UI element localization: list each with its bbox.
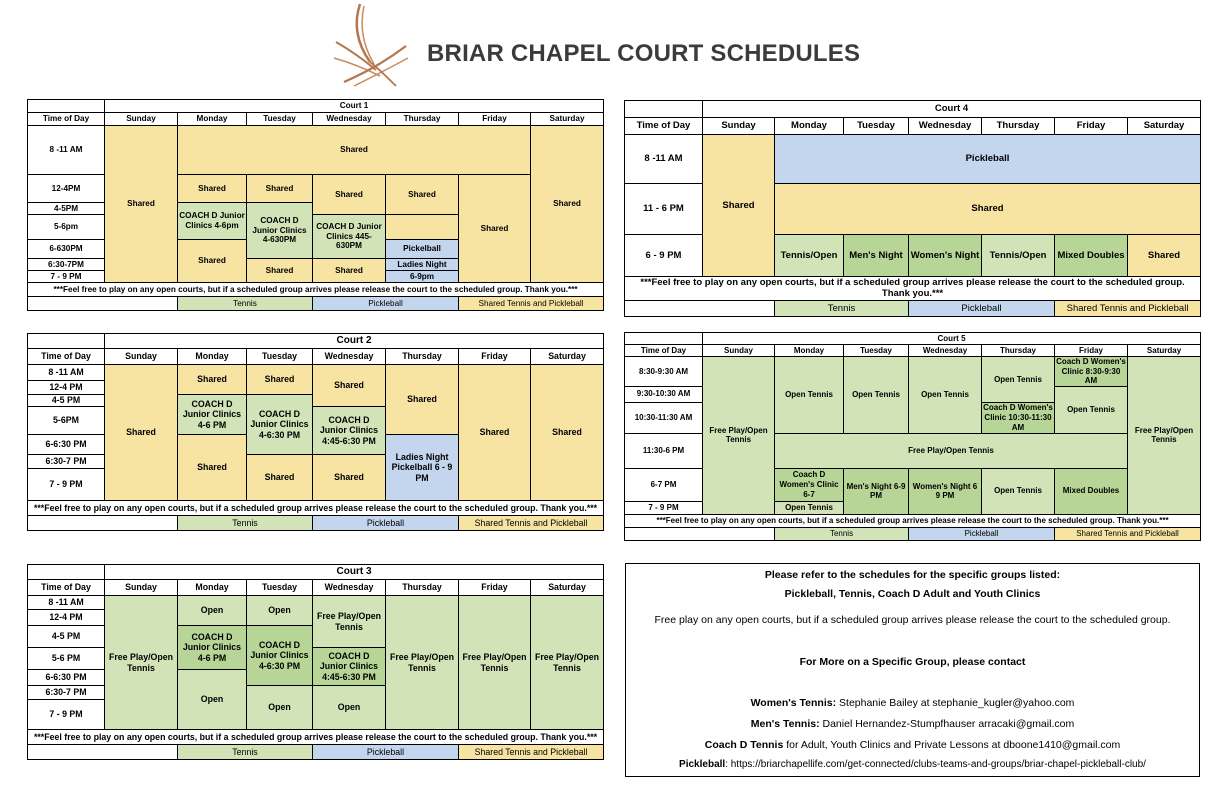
release-court-note: ***Feel free to play on any open courts, but if a scheduled group arrives please release the court to the scheduled group. Thank you.*** bbox=[28, 730, 604, 745]
time-of-day-header: Time of Day bbox=[28, 580, 105, 596]
schedule-cell: Ladies Night bbox=[386, 259, 459, 271]
day-header-monday: Monday bbox=[178, 113, 247, 126]
schedule-cell: Shared bbox=[178, 240, 247, 283]
day-header-tuesday: Tuesday bbox=[247, 580, 313, 596]
day-header-monday: Monday bbox=[178, 349, 247, 365]
schedule-cell: COACH D Junior Clinics 4-6:30 PM bbox=[247, 395, 313, 455]
schedule-cell: Men's Night bbox=[844, 235, 909, 277]
contact-pickleball: Pickleball: https://briarchapellife.com/get-connected/clubs-teams-and-groups/briar-chapel-pickleball-club/ bbox=[679, 759, 1146, 770]
court-1-schedule bbox=[27, 99, 604, 311]
schedule-cell: Open Tennis bbox=[982, 357, 1055, 403]
day-header-tuesday: Tuesday bbox=[844, 118, 909, 135]
day-header-tuesday: Tuesday bbox=[247, 349, 313, 365]
time-slot: 9:30-10:30 AM bbox=[625, 386, 703, 402]
schedule-cell: COACH D Junior Clinics 4-6 PM bbox=[178, 395, 247, 435]
legend-shared: Shared Tennis and Pickleball bbox=[459, 297, 604, 311]
schedule-cell: COACH D Junior Clinics 4:45-6:30 PM bbox=[313, 407, 386, 455]
schedule-cell: COACH D Junior Clinics 445-630PM bbox=[313, 215, 386, 259]
legend-tennis: Tennis bbox=[178, 745, 313, 760]
time-slot: 8 -11 AM bbox=[28, 126, 105, 175]
day-header-wednesday: Wednesday bbox=[313, 113, 386, 126]
day-header-friday: Friday bbox=[1055, 345, 1128, 357]
schedule-cell: Men's Night 6-9 PM bbox=[844, 468, 909, 514]
schedule-cell: Mixed Doubles bbox=[1055, 468, 1128, 514]
time-slot: 11:30-6 PM bbox=[625, 433, 703, 468]
time-slot: 6:30-7PM bbox=[28, 259, 105, 271]
schedule-cell: Free Play/Open Tennis bbox=[386, 596, 459, 730]
legend-shared: Shared Tennis and Pickleball bbox=[459, 745, 604, 760]
release-court-note: ***Feel free to play on any open courts, but if a scheduled group arrives please release the court to the scheduled group. Thank you.*** bbox=[625, 514, 1201, 527]
release-court-note: ***Feel free to play on any open courts, but if a scheduled group arrives please release the court to the scheduled group. Thank you.*** bbox=[28, 283, 604, 297]
schedule-cell: Free Play/Open Tennis bbox=[459, 596, 531, 730]
schedule-cell: COACH D Junior Clinics 4-6:30 PM bbox=[247, 626, 313, 686]
time-slot: 6-6:30 PM bbox=[28, 435, 105, 455]
schedule-cell: Open bbox=[247, 596, 313, 626]
schedule-cell: Open Tennis bbox=[982, 468, 1055, 514]
legend-tennis: Tennis bbox=[178, 297, 313, 311]
schedule-cell: Shared bbox=[247, 259, 313, 283]
schedule-cell: Shared bbox=[386, 365, 459, 435]
legend-tennis: Tennis bbox=[775, 300, 909, 316]
schedule-cell: Shared bbox=[178, 365, 247, 395]
schedule-cell: Shared bbox=[775, 184, 1201, 235]
schedule-cell: Open Tennis bbox=[775, 501, 844, 514]
contact-info-box bbox=[625, 563, 1200, 777]
schedule-cell: Shared bbox=[703, 135, 775, 277]
schedule-cell: COACH D Junior Clinics 4:45-6:30 PM bbox=[313, 648, 386, 686]
time-slot: 8 -11 AM bbox=[28, 596, 105, 610]
schedule-cell: COACH D Junior Clinics 4-6 PM bbox=[178, 626, 247, 670]
day-header-saturday: Saturday bbox=[1128, 345, 1201, 357]
page-header bbox=[0, 0, 1224, 96]
day-header-friday: Friday bbox=[459, 580, 531, 596]
day-header-wednesday: Wednesday bbox=[909, 118, 982, 135]
legend-shared: Shared Tennis and Pickleball bbox=[1055, 527, 1201, 540]
time-slot: 4-5 PM bbox=[28, 626, 105, 648]
time-slot: 6-630PM bbox=[28, 240, 105, 259]
day-header-saturday: Saturday bbox=[531, 113, 604, 126]
schedule-cell: Shared bbox=[313, 175, 386, 215]
time-slot: 12-4 PM bbox=[28, 381, 105, 395]
day-header-wednesday: Wednesday bbox=[313, 349, 386, 365]
schedule-cell: Shared bbox=[531, 126, 604, 283]
court-4-schedule bbox=[624, 100, 1201, 317]
schedule-cell: Shared bbox=[459, 365, 531, 501]
day-header-sunday: Sunday bbox=[105, 113, 178, 126]
schedule-cell: Open Tennis bbox=[844, 357, 909, 434]
time-slot: 8 -11 AM bbox=[625, 135, 703, 184]
day-header-tuesday: Tuesday bbox=[247, 113, 313, 126]
schedule-cell: Shared bbox=[386, 175, 459, 215]
schedule-cell: Shared bbox=[247, 455, 313, 501]
time-of-day-header: Time of Day bbox=[625, 118, 703, 135]
time-slot: 6-6:30 PM bbox=[28, 670, 105, 686]
day-header-sunday: Sunday bbox=[703, 118, 775, 135]
legend-pickleball: Pickleball bbox=[313, 297, 459, 311]
legend-pickleball: Pickleball bbox=[313, 745, 459, 760]
time-slot: 8:30-9:30 AM bbox=[625, 357, 703, 387]
schedule-cell: Shared bbox=[105, 365, 178, 501]
time-of-day-header: Time of Day bbox=[28, 113, 105, 126]
day-header-wednesday: Wednesday bbox=[313, 580, 386, 596]
schedule-cell: Free Play/Open Tennis bbox=[313, 596, 386, 648]
schedule-cell: Open bbox=[178, 596, 247, 626]
time-slot: 5-6PM bbox=[28, 407, 105, 435]
time-slot: 11 - 6 PM bbox=[625, 184, 703, 235]
contact-womens-tennis: Women's Tennis: Stephanie Bailey at stephanie_kugler@yahoo.com bbox=[750, 697, 1075, 709]
legend-pickleball: Pickleball bbox=[313, 516, 459, 531]
schedule-cell: Shared bbox=[247, 175, 313, 203]
day-header-tuesday: Tuesday bbox=[844, 345, 909, 357]
legend-tennis: Tennis bbox=[178, 516, 313, 531]
day-header-thursday: Thursday bbox=[386, 113, 459, 126]
legend-pickleball: Pickleball bbox=[909, 527, 1055, 540]
briar-chapel-logo bbox=[330, 2, 412, 88]
legend-tennis: Tennis bbox=[775, 527, 909, 540]
schedule-cell: Free Play/Open Tennis bbox=[703, 357, 775, 515]
day-header-monday: Monday bbox=[178, 580, 247, 596]
court-5-title: Court 5 bbox=[703, 333, 1201, 345]
day-header-saturday: Saturday bbox=[531, 580, 604, 596]
schedule-cell: Pickelball bbox=[386, 240, 459, 259]
time-slot: 4-5 PM bbox=[28, 395, 105, 407]
schedule-cell: Open Tennis bbox=[909, 357, 982, 434]
time-slot: 6:30-7 PM bbox=[28, 686, 105, 700]
contact-mens-tennis: Men's Tennis: Daniel Hernandez-Stumpfhauser arracaki@gmail.com bbox=[750, 718, 1075, 730]
schedule-cell: Women's Night bbox=[909, 235, 982, 277]
court-2-title: Court 2 bbox=[105, 334, 604, 349]
court-3-title: Court 3 bbox=[105, 565, 604, 580]
legend-shared: Shared Tennis and Pickleball bbox=[459, 516, 604, 531]
schedule-cell: Open bbox=[247, 686, 313, 730]
schedule-cell: Tennis/Open bbox=[982, 235, 1055, 277]
release-court-note: ***Feel free to play on any open courts, but if a scheduled group arrives please release the court to the scheduled group. Thank you.*** bbox=[625, 277, 1201, 301]
day-header-monday: Monday bbox=[775, 345, 844, 357]
info-heading: Please refer to the schedules for the specific groups listed: bbox=[764, 569, 1061, 581]
schedule-cell: COACH D Junior Clinics 4-6pm bbox=[178, 203, 247, 240]
time-slot: 7 - 9 PM bbox=[28, 700, 105, 730]
schedule-cell: Shared bbox=[178, 435, 247, 501]
schedule-cell: Free Play/Open Tennis bbox=[105, 596, 178, 730]
schedule-cell: Open bbox=[313, 686, 386, 730]
schedule-cell: Free Play/Open Tennis bbox=[1128, 357, 1201, 515]
schedule-cell: Open Tennis bbox=[1055, 386, 1128, 433]
day-header-sunday: Sunday bbox=[105, 580, 178, 596]
time-slot: 12-4 PM bbox=[28, 610, 105, 626]
schedule-cell: Shared bbox=[313, 259, 386, 283]
contact-coach-d: Coach D Tennis for Adult, Youth Clinics and Private Lessons at dboone1410@gmail.com bbox=[704, 739, 1121, 751]
day-header-thursday: Thursday bbox=[982, 118, 1055, 135]
time-slot: 7 - 9 PM bbox=[625, 501, 703, 514]
day-header-thursday: Thursday bbox=[386, 580, 459, 596]
schedule-cell: Shared bbox=[105, 126, 178, 283]
legend-pickleball: Pickleball bbox=[909, 300, 1055, 316]
schedule-cell: Open bbox=[178, 670, 247, 730]
day-header-thursday: Thursday bbox=[386, 349, 459, 365]
time-slot: 5-6pm bbox=[28, 215, 105, 240]
day-header-thursday: Thursday bbox=[982, 345, 1055, 357]
schedule-cell: COACH D Junior Clinics 4-630PM bbox=[247, 203, 313, 259]
schedule-cell: Shared bbox=[459, 175, 531, 283]
schedule-cell bbox=[386, 215, 459, 240]
legend-shared: Shared Tennis and Pickleball bbox=[1055, 300, 1201, 316]
schedule-cell: Shared bbox=[178, 175, 247, 203]
schedule-cell: Ladies Night Pickelball 6 - 9 PM bbox=[386, 435, 459, 501]
time-slot: 12-4PM bbox=[28, 175, 105, 203]
day-header-friday: Friday bbox=[459, 113, 531, 126]
day-header-sunday: Sunday bbox=[703, 345, 775, 357]
schedule-cell: Mixed Doubles bbox=[1055, 235, 1128, 277]
schedule-cell: Women's Night 6 9 PM bbox=[909, 468, 982, 514]
day-header-row bbox=[28, 113, 604, 126]
time-slot: 6 - 9 PM bbox=[625, 235, 703, 277]
schedule-cell: Shared bbox=[531, 365, 604, 501]
schedule-cell: Coach D Women's Clinic 6-7 bbox=[775, 468, 844, 501]
time-slot: 7 - 9 PM bbox=[28, 271, 105, 283]
time-slot: 4-5PM bbox=[28, 203, 105, 215]
day-header-friday: Friday bbox=[459, 349, 531, 365]
time-slot: 5-6 PM bbox=[28, 648, 105, 670]
schedule-cell: Coach D Women's Clinic 10:30-11:30 AM bbox=[983, 403, 1053, 432]
time-slot: 8 -11 AM bbox=[28, 365, 105, 381]
info-contact-heading: For More on a Specific Group, please contact bbox=[799, 656, 1026, 668]
page-title: BRIAR CHAPEL COURT SCHEDULES bbox=[427, 40, 861, 67]
schedule-cell: Shared bbox=[313, 365, 386, 407]
schedule-cell: Shared bbox=[1128, 235, 1201, 277]
schedule-cell: Shared bbox=[313, 455, 386, 501]
time-slot: 7 - 9 PM bbox=[28, 469, 105, 501]
release-court-note: ***Feel free to play on any open courts, but if a scheduled group arrives please release the court to the scheduled group. Thank you.*** bbox=[28, 501, 604, 516]
schedule-cell: 6-9pm bbox=[386, 271, 459, 283]
schedule-cell: Shared bbox=[178, 126, 531, 175]
info-groups: Pickleball, Tennis, Coach D Adult and Youth Clinics bbox=[784, 588, 1041, 600]
schedule-cell: Pickleball bbox=[775, 135, 1201, 184]
day-header-monday: Monday bbox=[775, 118, 844, 135]
time-slot: 6-7 PM bbox=[625, 468, 703, 501]
schedule-cell: Shared bbox=[247, 365, 313, 395]
time-slot: 10:30-11:30 AM bbox=[625, 402, 703, 433]
info-free-play: Free play on any open courts, but if a scheduled group arrives please release the court to the scheduled group. bbox=[654, 614, 1171, 626]
court-1-title: Court 1 bbox=[105, 100, 604, 113]
day-header-wednesday: Wednesday bbox=[909, 345, 982, 357]
schedule-cell: Open Tennis bbox=[775, 357, 844, 434]
day-header-friday: Friday bbox=[1055, 118, 1128, 135]
day-header-saturday: Saturday bbox=[531, 349, 604, 365]
court-5-schedule bbox=[624, 332, 1201, 541]
day-header-saturday: Saturday bbox=[1128, 118, 1201, 135]
schedule-cell: Free Play/Open Tennis bbox=[531, 596, 604, 730]
schedule-cell: Coach D Women's Clinic 8:30-9:30 AM bbox=[1056, 357, 1126, 386]
time-of-day-header: Time of Day bbox=[625, 345, 703, 357]
time-of-day-header: Time of Day bbox=[28, 349, 105, 365]
court-4-title: Court 4 bbox=[703, 101, 1201, 118]
day-header-sunday: Sunday bbox=[105, 349, 178, 365]
time-slot: 6:30-7 PM bbox=[28, 455, 105, 469]
schedule-cell: Free Play/Open Tennis bbox=[775, 433, 1128, 468]
schedule-cell: Tennis/Open bbox=[775, 235, 844, 277]
court-2-schedule bbox=[27, 333, 604, 531]
court-3-schedule bbox=[27, 564, 604, 760]
